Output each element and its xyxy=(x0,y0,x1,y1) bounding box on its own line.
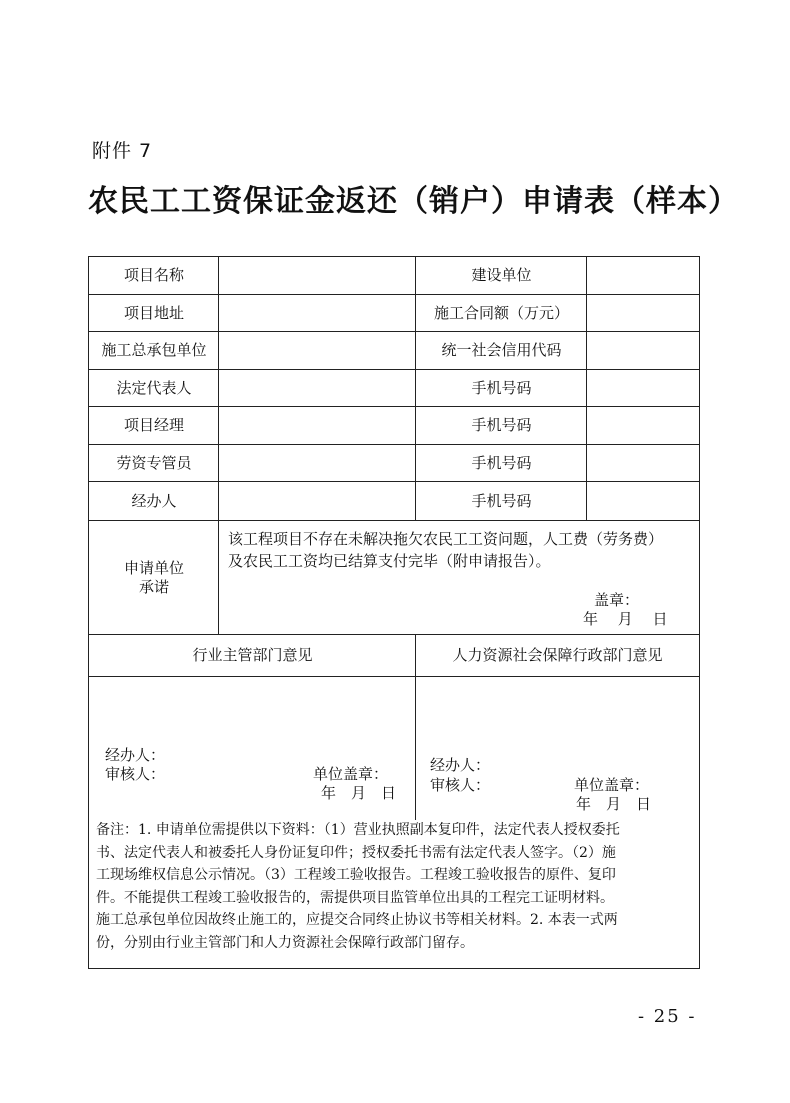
value-project-name xyxy=(218,257,416,295)
value-general-contractor xyxy=(218,331,416,370)
industry-handler: 经办人： xyxy=(105,746,166,764)
value-manager-phone xyxy=(586,406,699,445)
label-handler: 经办人 xyxy=(89,481,219,521)
label-project-address: 项目地址 xyxy=(89,294,219,332)
label-applicant-commitment xyxy=(89,520,219,635)
hr-dept-opinion-box xyxy=(415,676,699,820)
label-handler-phone: 手机号码 xyxy=(415,481,587,521)
label-legal-rep-phone: 手机号码 xyxy=(415,369,587,407)
value-project-manager xyxy=(218,406,416,445)
commitment-text-line1: 该工程项目不存在未解决拖欠农民工工资问题，人工费（劳务费） xyxy=(228,530,664,548)
value-contract-amount xyxy=(586,294,699,332)
label-labor-wage-officer: 劳资专管员 xyxy=(89,444,219,482)
remarks-line: 件。不能提供工程竣工验收报告的，需提供项目监管单位出具的工程完工证明材料。 xyxy=(96,889,614,906)
commitment-date: 年 月 日 xyxy=(583,610,668,628)
hr-handler: 经办人： xyxy=(430,756,491,774)
commitment-label-line1: 申请单位 xyxy=(123,558,184,577)
attachment-label: 附件 7 xyxy=(92,140,153,162)
label-officer-phone: 手机号码 xyxy=(415,444,587,482)
page-number: - 25 - xyxy=(638,1006,697,1027)
label-project-manager: 项目经理 xyxy=(89,406,219,445)
label-project-name: 项目名称 xyxy=(123,266,184,285)
label-general-contractor: 施工总承包单位 xyxy=(89,331,219,370)
label-manager-phone: 手机号码 xyxy=(415,406,587,445)
industry-reviewer: 审核人： xyxy=(105,765,166,783)
label-credit-code: 统一社会信用代码 xyxy=(415,331,587,370)
label-contract-amount: 施工合同额（万元） xyxy=(415,294,587,332)
commitment-text-line2: 及农民工工资均已结算支付完毕（附申请报告）。 xyxy=(228,552,551,570)
hr-date: 年 月 日 xyxy=(576,795,652,813)
hr-reviewer: 审核人： xyxy=(430,776,491,794)
industry-unit-seal: 单位盖章： xyxy=(313,765,389,783)
industry-dept-opinion-header: 行业主管部门意见 xyxy=(89,634,416,677)
remarks-line: 份，分别由行业主管部门和人力资源社会保障行政部门留存。 xyxy=(96,934,474,951)
commitment-seal: 盖章： xyxy=(594,591,640,609)
label-legal-rep: 法定代表人 xyxy=(89,369,219,407)
remarks-line: 施工总承包单位因故终止施工的，应提交合同终止协议书等相关材料。2. 本表一式两 xyxy=(96,912,618,928)
label-construction-unit: 建设单位 xyxy=(415,257,587,295)
remarks-line: 工现场维权信息公示情况。（3）工程竣工验收报告。工程竣工验收报告的原件、复印 xyxy=(96,867,616,883)
value-project-address xyxy=(218,294,416,332)
commitment-label-line2: 承诺 xyxy=(138,578,169,596)
value-legal-rep-phone xyxy=(586,369,699,407)
hr-unit-seal: 单位盖章： xyxy=(574,776,650,794)
remarks-line: 备注：1. 申请单位需提供以下资料：（1）营业执照副本复印件，法定代表人授权委托 xyxy=(96,822,620,838)
industry-date: 年 月 日 xyxy=(321,784,397,802)
value-handler-phone xyxy=(586,481,699,521)
remarks xyxy=(96,819,700,954)
value-handler xyxy=(218,481,416,521)
value-construction-unit xyxy=(586,257,699,295)
value-officer-phone xyxy=(586,444,699,482)
value-legal-rep xyxy=(218,369,416,407)
remarks-line: 书、法定代表人和被委托人身份证复印件；授权委托书需有法定代表人签字。（2）施 xyxy=(96,844,616,861)
form-title: 农民工工资保证金返还（销户）申请表（样本） xyxy=(88,184,739,219)
value-labor-wage-officer xyxy=(218,444,416,482)
hr-dept-opinion-header: 人力资源社会保障行政部门意见 xyxy=(415,634,699,677)
value-credit-code xyxy=(586,331,699,370)
